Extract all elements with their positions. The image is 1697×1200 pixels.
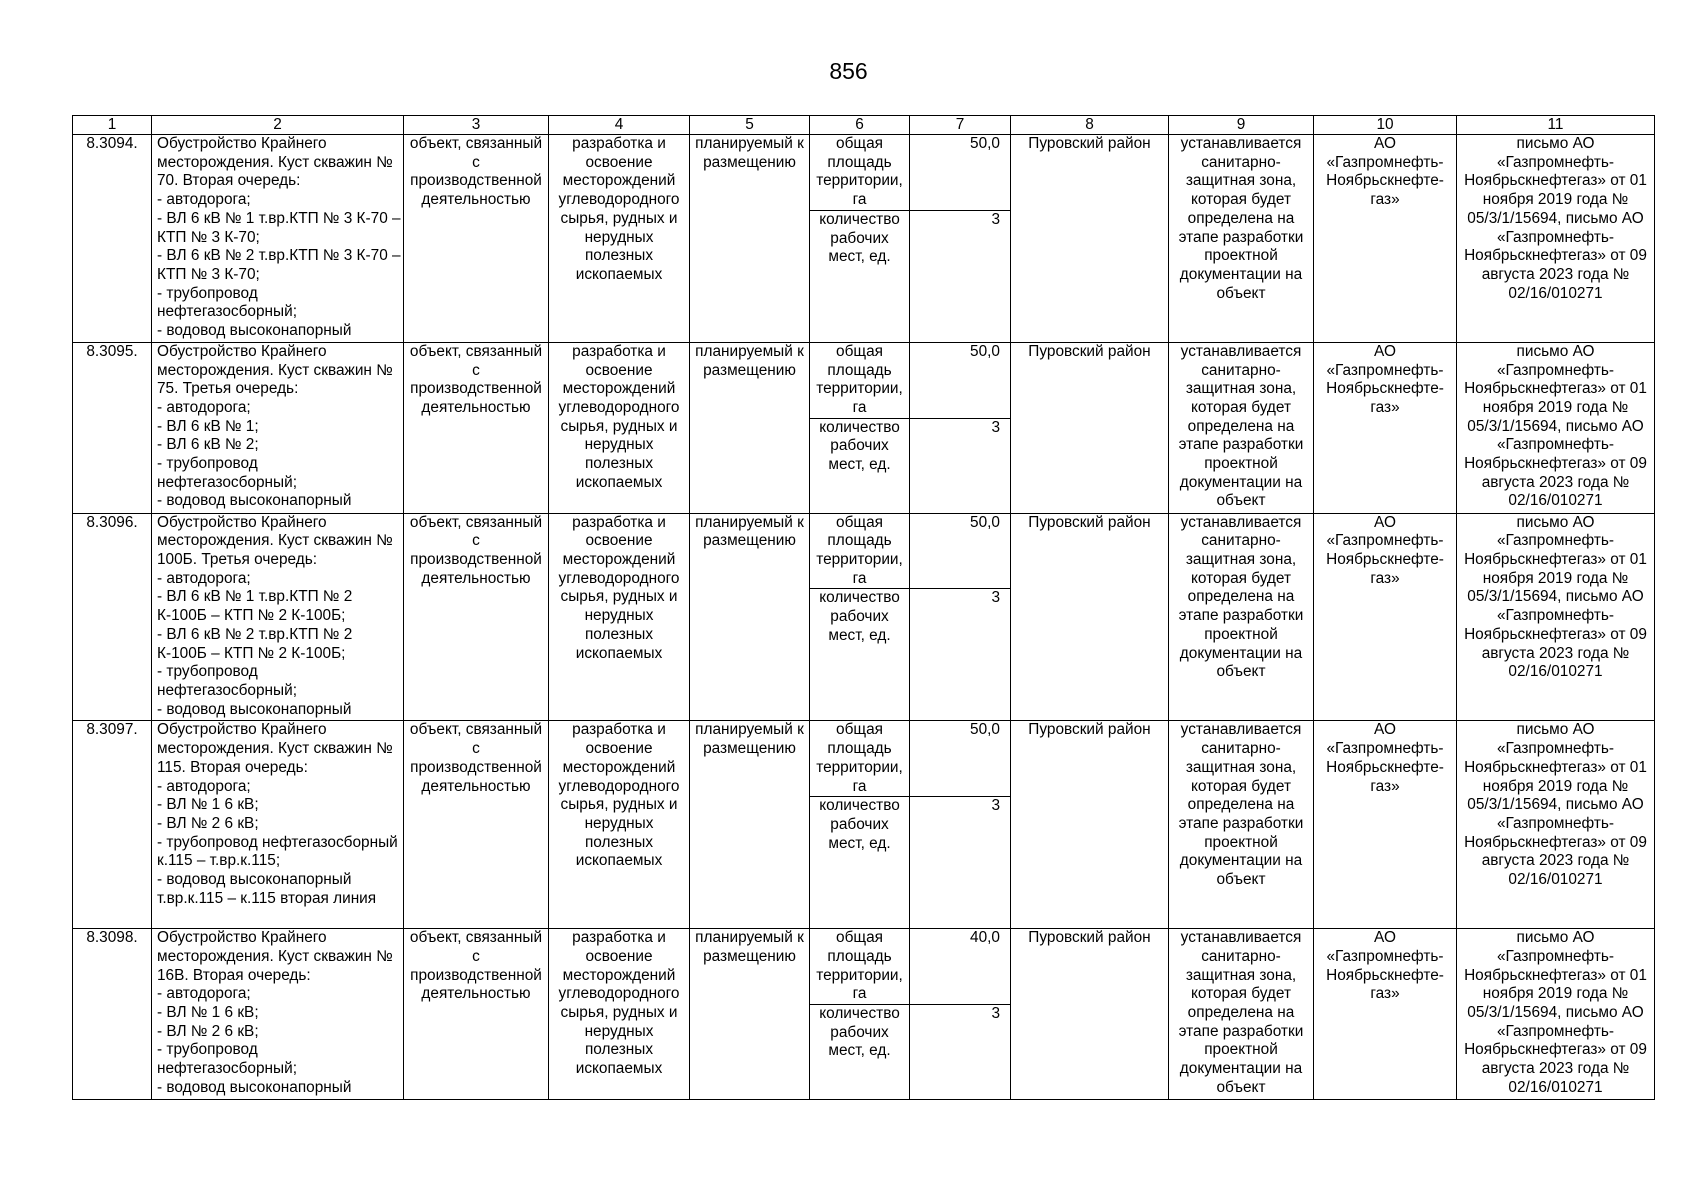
object-purpose: разработка и освоение месторождений углеводородного сырья, рудных и нерудных полезных ископаемых: [549, 135, 690, 343]
object-status: планируемый к размещению: [690, 342, 810, 513]
object-purpose: разработка и освоение месторождений углеводородного сырья, рудных и нерудных полезных ископаемых: [549, 513, 690, 721]
param-jobs-value: 3: [910, 1005, 1011, 1100]
object-type: объект, связанный с производственной деятельностью: [404, 721, 549, 929]
param-jobs-label: количество рабочих мест, ед.: [810, 797, 910, 929]
object-name: Обустройство Крайнего месторождения. Куст скважин № 16В. Вторая очередь: - автодорога; - ВЛ № 1 6 кВ; - ВЛ № 2 6 кВ; - трубопровод нефтегазосборный; - водовод высоконапорный: [152, 929, 404, 1100]
initiator: АО «Газпромнефть-Ноябрьскнефте-газ»: [1314, 135, 1457, 343]
param-area-value: 50,0: [910, 721, 1011, 797]
table-row: [73, 342, 1655, 418]
param-jobs-value: 3: [910, 797, 1011, 929]
table-row: [73, 721, 1655, 797]
protection-zone: устанавливается санитарно-защитная зона, которая будет определена на этапе разработки проектной документации на объект: [1169, 721, 1314, 929]
table-row: [73, 513, 1655, 589]
object-purpose: разработка и освоение месторождений углеводородного сырья, рудных и нерудных полезных ископаемых: [549, 929, 690, 1100]
initiator: АО «Газпромнефть-Ноябрьскнефте-газ»: [1314, 513, 1457, 721]
object-status: планируемый к размещению: [690, 135, 810, 343]
param-jobs-label: количество рабочих мест, ед.: [810, 1005, 910, 1100]
param-jobs-label: количество рабочих мест, ед.: [810, 589, 910, 721]
row-id: 8.3096.: [73, 513, 152, 721]
table-row: [73, 929, 1655, 1005]
param-jobs-label: количество рабочих мест, ед.: [810, 210, 910, 342]
param-jobs-value: 3: [910, 418, 1011, 513]
param-area-value: 50,0: [910, 342, 1011, 418]
column-number: 7: [910, 116, 1011, 135]
object-name: Обустройство Крайнего месторождения. Куст скважин № 75. Третья очередь: - автодорога; - ВЛ 6 кВ № 1; - ВЛ 6 кВ № 2; - трубопровод нефтегазосборный; - водовод высоконапорный: [152, 342, 404, 513]
object-status: планируемый к размещению: [690, 929, 810, 1100]
page-number: 856: [829, 58, 868, 84]
param-jobs-label: количество рабочих мест, ед.: [810, 418, 910, 513]
basis-document: письмо АО «Газпромнефть-Ноябрьскнефтегаз» от 01 ноября 2019 года № 05/3/1/15694, письмо АО «Газпромнефть-Ноябрьскнефтегаз» от 09 августа 2023 года № 02/16/010271: [1457, 929, 1655, 1100]
basis-document: письмо АО «Газпромнефть-Ноябрьскнефтегаз» от 01 ноября 2019 года № 05/3/1/15694, письмо АО «Газпромнефть-Ноябрьскнефтегаз» от 09 августа 2023 года № 02/16/010271: [1457, 513, 1655, 721]
object-location: Пуровский район: [1011, 135, 1169, 343]
row-id: 8.3097.: [73, 721, 152, 929]
object-location: Пуровский район: [1011, 513, 1169, 721]
column-number: 5: [690, 116, 810, 135]
protection-zone: устанавливается санитарно-защитная зона, которая будет определена на этапе разработки проектной документации на объект: [1169, 135, 1314, 343]
object-type: объект, связанный с производственной деятельностью: [404, 342, 549, 513]
row-id: 8.3098.: [73, 929, 152, 1100]
column-number: 9: [1169, 116, 1314, 135]
column-number: 1: [73, 116, 152, 135]
object-location: Пуровский район: [1011, 929, 1169, 1100]
param-jobs-value: 3: [910, 210, 1011, 342]
param-area-label: общая площадь территории, га: [810, 929, 910, 1005]
protection-zone: устанавливается санитарно-защитная зона, которая будет определена на этапе разработки проектной документации на объект: [1169, 342, 1314, 513]
protection-zone: устанавливается санитарно-защитная зона, которая будет определена на этапе разработки проектной документации на объект: [1169, 513, 1314, 721]
object-status: планируемый к размещению: [690, 513, 810, 721]
object-purpose: разработка и освоение месторождений углеводородного сырья, рудных и нерудных полезных ископаемых: [549, 721, 690, 929]
param-area-label: общая площадь территории, га: [810, 342, 910, 418]
initiator: АО «Газпромнефть-Ноябрьскнефте-газ»: [1314, 342, 1457, 513]
object-name: Обустройство Крайнего месторождения. Куст скважин № 115. Вторая очередь: - автодорога; - ВЛ № 1 6 кВ; - ВЛ № 2 6 кВ; - трубопровод нефтегазосборный к.115 – т.вр.к.115; - водовод высоконапорный т.вр.к.115 – к.115 вторая линия: [152, 721, 404, 929]
param-area-label: общая площадь территории, га: [810, 135, 910, 211]
column-number: 11: [1457, 116, 1655, 135]
object-name: Обустройство Крайнего месторождения. Куст скважин № 70. Вторая очередь: - автодорога; - ВЛ 6 кВ № 1 т.вр.КТП № 3 К-70 – КТП № 3 К-70; - ВЛ 6 кВ № 2 т.вр.КТП № 3 К-70 – КТП № 3 К-70; - трубопровод нефтегазосборный; - водовод высоконапорный: [152, 135, 404, 343]
object-type: объект, связанный с производственной деятельностью: [404, 135, 549, 343]
basis-document: письмо АО «Газпромнефть-Ноябрьскнефтегаз» от 01 ноября 2019 года № 05/3/1/15694, письмо АО «Газпромнефть-Ноябрьскнефтегаз» от 09 августа 2023 года № 02/16/010271: [1457, 135, 1655, 343]
param-area-value: 40,0: [910, 929, 1011, 1005]
param-area-value: 50,0: [910, 513, 1011, 589]
column-number-row: [73, 116, 1655, 135]
object-location: Пуровский район: [1011, 721, 1169, 929]
protection-zone: устанавливается санитарно-защитная зона, которая будет определена на этапе разработки проектной документации на объект: [1169, 929, 1314, 1100]
param-area-label: общая площадь территории, га: [810, 513, 910, 589]
object-type: объект, связанный с производственной деятельностью: [404, 513, 549, 721]
column-number: 4: [549, 116, 690, 135]
table-row: [73, 135, 1655, 211]
basis-document: письмо АО «Газпромнефть-Ноябрьскнефтегаз» от 01 ноября 2019 года № 05/3/1/15694, письмо АО «Газпромнефть-Ноябрьскнефтегаз» от 09 августа 2023 года № 02/16/010271: [1457, 342, 1655, 513]
param-area-value: 50,0: [910, 135, 1011, 211]
object-purpose: разработка и освоение месторождений углеводородного сырья, рудных и нерудных полезных ископаемых: [549, 342, 690, 513]
object-name: Обустройство Крайнего месторождения. Куст скважин № 100Б. Третья очередь: - автодорога; - ВЛ 6 кВ № 1 т.вр.КТП № 2 К-100Б – КТП № 2 К-100Б; - ВЛ 6 кВ № 2 т.вр.КТП № 2 К-100Б – КТП № 2 К-100Б; - трубопровод нефтегазосборный; - водовод высоконапорный: [152, 513, 404, 721]
object-status: планируемый к размещению: [690, 721, 810, 929]
column-number: 6: [810, 116, 910, 135]
column-number: 2: [152, 116, 404, 135]
row-id: 8.3095.: [73, 342, 152, 513]
object-type: объект, связанный с производственной деятельностью: [404, 929, 549, 1100]
column-number: 10: [1314, 116, 1457, 135]
basis-document: письмо АО «Газпромнефть-Ноябрьскнефтегаз» от 01 ноября 2019 года № 05/3/1/15694, письмо АО «Газпромнефть-Ноябрьскнефтегаз» от 09 августа 2023 года № 02/16/010271: [1457, 721, 1655, 929]
initiator: АО «Газпромнефть-Ноябрьскнефте-газ»: [1314, 721, 1457, 929]
param-jobs-value: 3: [910, 589, 1011, 721]
column-number: 3: [404, 116, 549, 135]
column-number: 8: [1011, 116, 1169, 135]
object-location: Пуровский район: [1011, 342, 1169, 513]
initiator: АО «Газпромнефть-Ноябрьскнефте-газ»: [1314, 929, 1457, 1100]
register-table: [72, 115, 1655, 1100]
row-id: 8.3094.: [73, 135, 152, 343]
param-area-label: общая площадь территории, га: [810, 721, 910, 797]
